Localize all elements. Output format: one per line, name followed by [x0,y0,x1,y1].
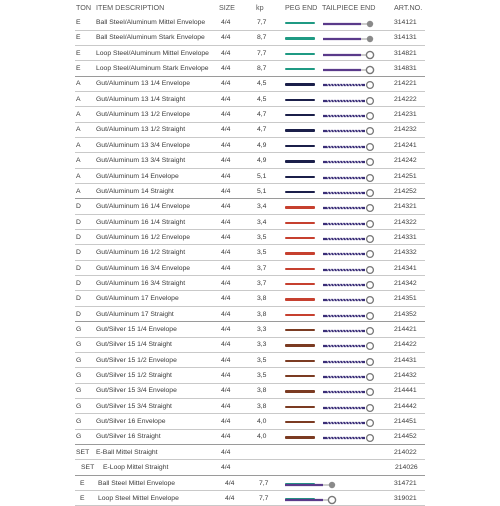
cell-ton: A [76,141,81,149]
peg-end-swatch [285,421,315,423]
cell-description: Gut/Aluminum 16 3/4 Envelope [96,264,191,272]
table-row [0,230,500,245]
peg-end-swatch [285,283,315,285]
header-ton: TON [76,3,92,12]
table-row [0,261,500,276]
cell-kp: 3,8 [257,387,267,395]
cell-kp: 5,1 [257,172,267,180]
table-row [0,429,500,444]
table-row [0,399,500,414]
cell-description: Gut/Silver 15 1/4 Envelope [96,326,177,333]
cell-ton: E [80,479,85,487]
tailpiece-end-icon [323,433,377,443]
tailpiece-end-icon [323,219,377,229]
cell-art-no: 214352 [394,310,417,318]
cell-size: 4/4 [221,356,231,364]
tailpiece-end-icon [323,157,377,167]
tailpiece-end-icon [323,50,377,60]
table-row [0,307,500,322]
cell-size: 4/4 [221,372,231,380]
cell-description: Ball Steel Mittel Envelope [98,479,176,487]
cell-art-no: 214441 [394,387,417,395]
cell-description: Loop Steel Mittel Envelope [98,494,179,502]
table-row [0,476,500,491]
cell-kp: 3,3 [257,326,267,333]
cell-ton: D [76,218,81,226]
tailpiece-end-icon [285,480,339,490]
cell-size: 4/4 [221,19,231,26]
table-row [0,15,500,30]
tailpiece-end-icon [323,249,377,259]
cell-ton: A [76,187,81,195]
cell-kp: 3,7 [257,264,267,272]
cell-size: 4/4 [221,157,231,165]
tailpiece-end-icon [323,387,377,397]
cell-description: Gut/Aluminum 16 3/4 Straight [96,279,186,287]
cell-ton: D [76,233,81,241]
cell-art-no: 314121 [394,19,417,26]
cell-size: 4/4 [221,418,231,426]
cell-ton: D [76,203,81,211]
cell-ton: A [76,126,81,134]
cell-kp: 7,7 [257,49,267,57]
tailpiece-end-icon [323,34,377,44]
peg-end-swatch [285,22,315,24]
cell-description: Gut/Aluminum 13 3/4 Envelope [96,141,191,149]
cell-kp: 8,7 [257,65,267,73]
cell-kp: 3,8 [257,295,267,303]
cell-art-no: 214252 [394,187,417,195]
cell-ton: G [76,418,82,426]
cell-ton: E [76,65,81,73]
cell-ton: A [76,157,81,165]
cell-ton: D [76,264,81,272]
cell-description: Gut/Aluminum 16 1/4 Envelope [96,203,191,211]
cell-size: 4/4 [221,80,231,88]
cell-ton: A [76,111,81,119]
cell-size: 4/4 [221,187,231,195]
tailpiece-end-icon [323,19,377,29]
header-art-no: ART.NO. [394,3,423,12]
cell-art-no: 214442 [394,402,417,410]
cell-kp: 3,3 [257,341,267,349]
tailpiece-end-icon [323,111,377,121]
cell-kp: 3,5 [257,233,267,241]
cell-description: Gut/Silver 15 1/2 Straight [96,372,172,380]
cell-size: 4/4 [221,233,231,241]
table-row [0,276,500,291]
cell-ton: G [76,433,82,441]
tailpiece-end-icon [323,142,377,152]
tailpiece-end-icon [323,188,377,198]
tailpiece-end-icon [323,357,377,367]
peg-end-swatch [285,375,315,377]
cell-kp: 4,0 [257,418,267,426]
table-row [0,337,500,352]
tailpiece-end-icon [323,403,377,413]
cell-art-no: 214341 [394,264,417,272]
cell-size: 4/4 [221,249,231,257]
cell-description: Loop Steel/Aluminum Mittel Envelope [96,49,209,57]
table-row [0,245,500,260]
table-row [0,322,500,337]
cell-art-no: 314821 [394,49,417,57]
cell-ton: SET [81,464,95,472]
cell-description: Gut/Aluminum 14 Straight [96,187,174,195]
cell-art-no: 214321 [394,203,417,211]
table-row [0,30,500,45]
table-row [0,184,500,199]
cell-description: Gut/Aluminum 13 3/4 Straight [96,157,186,165]
tailpiece-end-icon [323,173,377,183]
tailpiece-end-icon [323,65,377,75]
header-description: ITEM DESCRIPTION [96,3,165,12]
cell-ton: G [76,326,82,333]
tailpiece-end-icon [323,295,377,305]
cell-ton: E [80,494,85,502]
table-row [0,291,500,306]
table-row [0,92,500,107]
cell-size: 4/4 [225,494,235,502]
peg-end-swatch [285,222,315,224]
cell-description: Gut/Aluminum 14 Envelope [96,172,179,180]
cell-size: 4/4 [225,479,235,487]
cell-size: 4/4 [221,279,231,287]
cell-ton: A [76,172,81,180]
cell-size: 4/4 [221,433,231,441]
peg-end-swatch [285,314,315,316]
cell-size: 4/4 [221,203,231,211]
cell-kp: 7,7 [259,479,269,487]
table-row [0,215,500,230]
cell-art-no: 214221 [394,80,417,88]
cell-art-no: 314131 [394,34,417,42]
cell-kp: 4,0 [257,433,267,441]
cell-description: Gut/Silver 15 3/4 Straight [96,402,172,410]
table-row [0,445,500,460]
cell-art-no: 314831 [394,65,417,73]
peg-end-swatch [285,160,315,162]
cell-art-no: 214342 [394,279,417,287]
header-peg-end: PEG END [285,3,318,12]
cell-ton: D [76,295,81,303]
table-row [0,153,500,168]
cell-ton: G [76,356,82,364]
cell-ton: E [76,19,81,26]
cell-kp: 5,1 [257,187,267,195]
cell-art-no: 314721 [394,479,417,487]
peg-end-swatch [285,99,315,101]
tailpiece-end-icon [323,234,377,244]
cell-size: 4/4 [221,34,231,42]
cell-description: Ball Steel/Aluminum Mittel Envelope [96,19,206,26]
header-size: SIZE [219,3,235,12]
cell-ton: E [76,49,81,57]
cell-kp: 4,7 [257,126,267,134]
cell-size: 4/4 [221,387,231,395]
cell-size: 4/4 [221,264,231,272]
cell-kp: 3,8 [257,310,267,318]
table-row [0,383,500,398]
cell-kp: 4,9 [257,157,267,165]
peg-end-swatch [285,37,315,39]
peg-end-swatch [285,344,315,346]
table-row [0,138,500,153]
peg-end-swatch [285,298,315,300]
cell-art-no: 214452 [394,433,417,441]
header-tailpiece-end: TAILPIECE END [322,3,376,12]
cell-art-no: 214251 [394,172,417,180]
tailpiece-end-icon [323,203,377,213]
cell-kp: 4,5 [257,95,267,103]
cell-ton: D [76,249,81,257]
cell-kp: 3,4 [257,218,267,226]
cell-kp: 3,8 [257,402,267,410]
cell-description: Gut/Silver 15 1/4 Straight [96,341,172,349]
cell-description: Gut/Aluminum 17 Envelope [96,295,179,303]
cell-art-no: 214332 [394,249,417,257]
cell-size: 4/4 [221,141,231,149]
cell-art-no: 214241 [394,141,417,149]
cell-description: E-Loop Mittel Straight [103,464,169,472]
cell-art-no: 214451 [394,418,417,426]
cell-description: Gut/Aluminum 13 1/2 Envelope [96,111,191,119]
tailpiece-end-icon [323,418,377,428]
peg-end-swatch [285,176,315,178]
peg-end-swatch [285,191,315,193]
cell-description: Gut/Silver 15 3/4 Envelope [96,387,177,395]
cell-kp: 3,5 [257,356,267,364]
cell-ton: A [76,95,81,103]
cell-size: 4/4 [221,448,231,456]
peg-end-swatch [285,390,315,392]
tailpiece-end-icon [323,126,377,136]
tailpiece-end-icon [323,80,377,90]
peg-end-swatch [285,329,315,331]
peg-end-swatch [285,206,315,208]
table-row [0,353,500,368]
peg-end-swatch [285,83,315,85]
cell-size: 4/4 [221,49,231,57]
tailpiece-end-icon [323,341,377,351]
peg-end-swatch [285,114,315,116]
cell-size: 4/4 [221,218,231,226]
cell-ton: G [76,372,82,380]
cell-kp: 8,7 [257,34,267,42]
tailpiece-end-icon [323,311,377,321]
cell-art-no: 214026 [395,464,418,472]
cell-ton: A [76,80,81,88]
cell-kp: 3,4 [257,203,267,211]
peg-end-swatch [285,145,315,147]
cell-art-no: 214231 [394,111,417,119]
cell-ton: D [76,279,81,287]
table-row [0,414,500,429]
peg-end-swatch [285,436,315,438]
tailpiece-end-icon [323,280,377,290]
cell-art-no: 319021 [394,494,417,502]
cell-art-no: 214432 [394,372,417,380]
table-row [0,199,500,214]
cell-description: Gut/Aluminum 17 Straight [96,310,174,318]
peg-end-swatch [285,237,315,239]
cell-ton: G [76,402,82,410]
peg-end-swatch [285,268,315,270]
cell-size: 4/4 [221,126,231,134]
cell-kp: 4,5 [257,80,267,88]
cell-art-no: 214431 [394,356,417,364]
peg-end-swatch [285,406,315,408]
tailpiece-end-icon [323,372,377,382]
table-row [0,368,500,383]
table-row [0,491,500,506]
cell-ton: E [76,34,81,42]
cell-art-no: 214322 [394,218,417,226]
cell-description: Gut/Aluminum 13 1/4 Envelope [96,80,191,88]
cell-size: 4/4 [221,172,231,180]
cell-art-no: 214351 [394,295,417,303]
cell-kp: 3,5 [257,249,267,257]
cell-ton: SET [76,448,90,456]
cell-description: Gut/Aluminum 13 1/4 Straight [96,95,186,103]
table-row [0,107,500,122]
table-header [0,0,500,15]
cell-size: 4/4 [221,295,231,303]
cell-description: Gut/Aluminum 13 1/2 Straight [96,126,186,134]
cell-size: 4/4 [221,111,231,119]
cell-size: 4/4 [221,464,231,472]
cell-kp: 3,7 [257,279,267,287]
cell-description: Ball Steel/Aluminum Stark Envelope [96,34,205,42]
cell-art-no: 214022 [394,448,417,456]
cell-art-no: 214222 [394,95,417,103]
cell-kp: 7,7 [257,19,267,26]
table-row [0,61,500,76]
table-row [0,460,500,475]
cell-ton: G [76,387,82,395]
cell-description: Gut/Silver 16 Straight [96,433,161,441]
cell-art-no: 214242 [394,157,417,165]
cell-kp: 4,9 [257,141,267,149]
cell-description: Gut/Aluminum 16 1/2 Straight [96,249,186,257]
cell-description: E-Ball Mittel Straight [96,448,158,456]
cell-description: Gut/Aluminum 16 1/2 Envelope [96,233,191,241]
cell-description: Gut/Silver 16 Envelope [96,418,166,426]
table-row [0,76,500,91]
cell-kp: 4,7 [257,111,267,119]
cell-size: 4/4 [221,95,231,103]
cell-size: 4/4 [221,326,231,333]
cell-kp: 7,7 [259,494,269,502]
cell-size: 4/4 [221,402,231,410]
cell-size: 4/4 [221,310,231,318]
cell-description: Gut/Aluminum 16 1/4 Straight [96,218,186,226]
cell-ton: D [76,310,81,318]
cell-art-no: 214421 [394,326,417,333]
cell-ton: G [76,341,82,349]
tailpiece-end-icon [323,265,377,275]
peg-end-swatch [285,68,315,70]
cell-kp: 3,5 [257,372,267,380]
header-kp: kp [256,3,264,12]
cell-description: Loop Steel/Aluminum Stark Envelope [96,65,209,73]
peg-end-swatch [285,360,315,362]
cell-description: Gut/Silver 15 1/2 Envelope [96,356,177,364]
peg-end-swatch [285,252,315,254]
cell-art-no: 214232 [394,126,417,134]
cell-art-no: 214422 [394,341,417,349]
tailpiece-end-icon [323,96,377,106]
cell-size: 4/4 [221,341,231,349]
peg-end-swatch [285,53,315,55]
cell-art-no: 214331 [394,233,417,241]
cell-size: 4/4 [221,65,231,73]
peg-end-swatch [285,129,315,131]
tailpiece-end-icon [323,326,377,336]
table-row [0,46,500,61]
table-row [0,122,500,137]
table-row [0,169,500,184]
